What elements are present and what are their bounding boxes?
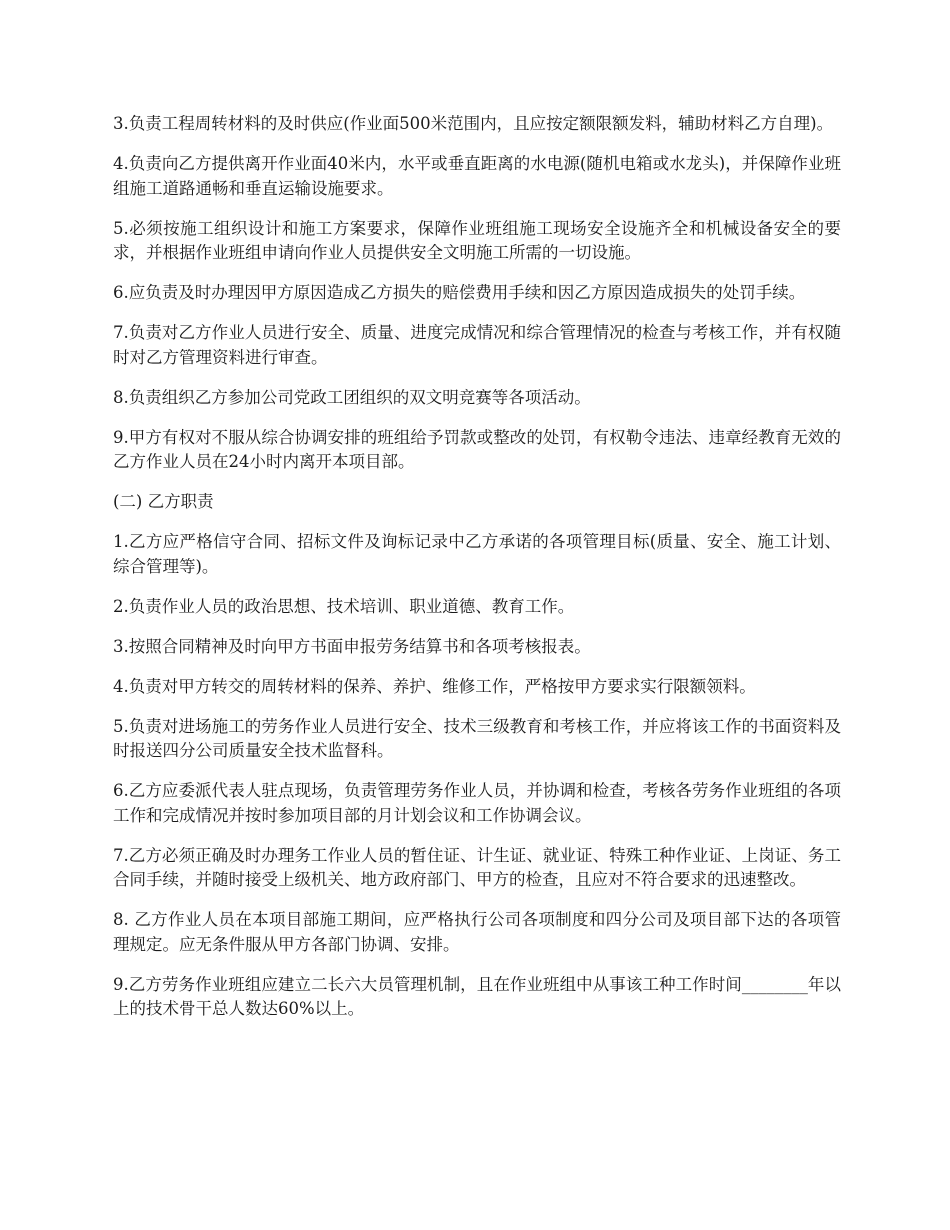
party-b-item-3: 3.按照合同精神及时向甲方书面申报劳务结算书和各项考核报表。 — [113, 636, 591, 656]
party-b-item-4: 4.负责对甲方转交的周转材料的保养、养护、维修工作，严格按甲方要求实行限额领料。 — [113, 676, 756, 696]
party-a-item-6: 6.应负责及时办理因甲方原因造成乙方损失的赔偿费用手续和因乙方原因造成损失的处罚手续。 — [113, 283, 806, 302]
section-heading-party-b: (二) 乙方职责 — [113, 492, 214, 511]
party-b-item-9: 9.乙方劳务作业班组应建立二长六大员管理机制，且在作业班组中从事该工种工作时间________年以上的技术骨干总人数达60%以上。 — [113, 974, 841, 1018]
party-a-item-9: 9.甲方有权对不服从综合协调安排的班组给予罚款或整改的处罚，有权勒令违法、违章经教育无效的乙方作业人员在24小时内离开本项目部。 — [113, 427, 841, 471]
party-b-item-7: 7.乙方必须正确及时办理务工作业人员的暂住证、计生证、就业证、特殊工种作业证、上岗证、务工合同手续，并随时接受上级机关、地方政府部门、甲方的检查，且应对不符合要求的迅速整改。 — [113, 845, 841, 889]
party-a-item-7: 7.负责对乙方作业人员进行安全、质量、进度完成情况和综合管理情况的检查与考核工作，并有权随时对乙方管理资料进行审查。 — [113, 323, 841, 367]
party-a-item-8: 8.负责组织乙方参加公司党政工团组织的双文明竞赛等各项活动。 — [113, 387, 591, 407]
party-b-item-6: 6.乙方应委派代表人驻点现场，负责管理劳务作业人员，并协调和检查，考核各劳务作业班组的各项工作和完成情况并按时参加项目部的月计划会议和工作协调会议。 — [113, 781, 841, 825]
party-b-item-8: 8. 乙方作业人员在本项目部施工期间，应严格执行公司各项制度和四分公司及项目部下达的各项管理规定。应无条件服从甲方各部门协调、安排。 — [113, 910, 841, 954]
party-b-item-2: 2.负责作业人员的政治思想、技术培训、职业道德、教育工作。 — [113, 596, 575, 616]
party-b-item-5: 5.负责对进场施工的劳务作业人员进行安全、技术三级教育和考核工作，并应将该工作的书面资料及时报送四分公司质量安全技术监督科。 — [113, 716, 841, 760]
party-b-item-1: 1.乙方应严格信守合同、招标文件及询标记录中乙方承诺的各项管理目标(质量、安全、施工计划、综合管理等)。 — [113, 532, 841, 576]
party-a-item-5: 5.必须按施工组织设计和施工方案要求，保障作业班组施工现场安全设施齐全和机械设备安全的要求，并根据作业班组申请向作业人员提供安全文明施工所需的一切设施。 — [113, 218, 841, 262]
party-a-item-4: 4.负责向乙方提供离开作业面40米内，水平或垂直距离的水电源(随机电箱或水龙头)，并保障作业班组施工道路通畅和垂直运输设施要求。 — [113, 154, 841, 198]
party-a-item-3: 3.负责工程周转材料的及时供应(作业面500米范围内，且应按定额限额发料，辅助材料乙方自理)。 — [113, 114, 834, 133]
document-page — [113, 112, 841, 1037]
